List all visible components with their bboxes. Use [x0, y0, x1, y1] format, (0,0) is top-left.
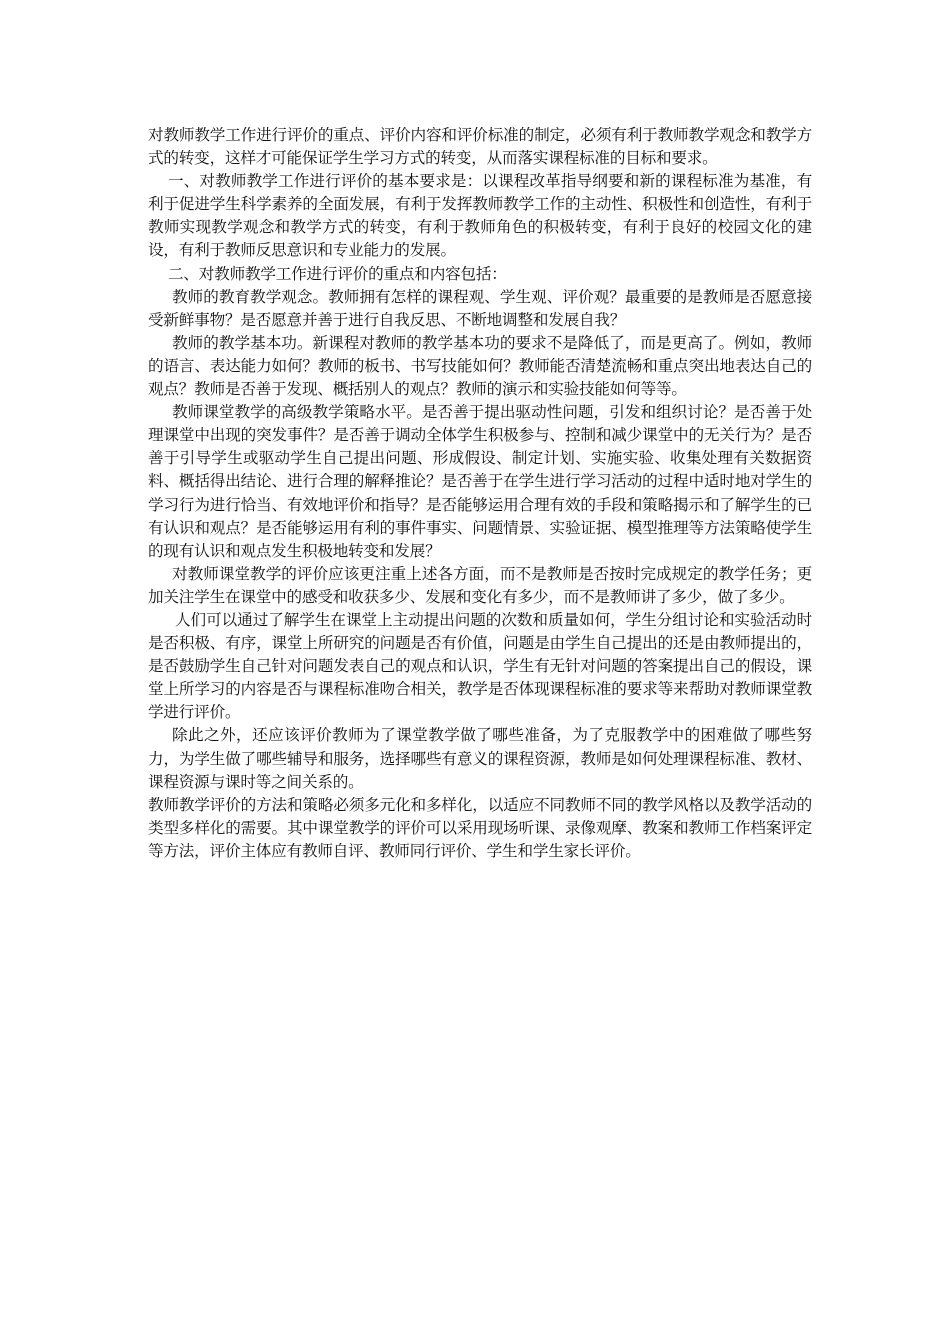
paragraph-intro: 对教师教学工作进行评价的重点、评价内容和评价标准的制定，必须有利于教师教学观念和教学方式的转变，这样才可能保证学生学习方式的转变，从而落实课程标准的目标和要求。 [148, 126, 812, 168]
paragraph-basic-requirements: 一、对教师教学工作进行评价的基本要求是：以课程改革指导纲要和新的课程标准为基准，有利于促进学生科学素养的全面发展，有利于发挥教师教学工作的主动性、积极性和创造性，有利于教师实现教学观念和教学方式的转变，有利于教师角色的积极转变，有利于良好的校园文化的建设，有利于教师反思意识和专业能力的发展。 [148, 172, 812, 260]
paragraph-methods: 教师教学评价的方法和策略必须多元化和多样化，以适应不同教师不同的教学风格以及教学活动的类型多样化的需要。其中课堂教学的评价可以采用现场听课、录像观摩、教案和教师工作档案评定等方法，评价主体应有教师自评、教师同行评价、学生和学生家长评价。 [148, 795, 812, 860]
paragraph-student-observation: 人们可以通过了解学生在课堂上主动提出问题的次数和质量如何，学生分组讨论和实验活动时是否积极、有序，课堂上所研究的问题是否有价值，问题是由学生自己提出的还是由教师提出的，是否鼓励学生自己针对问题发表自己的观点和认识，学生有无针对问题的答案提出自己的假设，课堂上所学习的内容是否与课程标准吻合相关，教学是否体现课程标准的要求等来帮助对教师课堂教学进行评价。 [148, 610, 812, 722]
paragraph-advanced-strategies: 教师课堂教学的高级教学策略水平。是否善于提出驱动性问题，引发和组织讨论？是否善于处理课堂中出现的突发事件？是否善于调动全体学生积极参与、控制和减少课堂中的无关行为？是否善于引导学生或驱动学生自己提出问题、形成假设、制定计划、实施实验、收集处理有关数据资料、概括得出结论、进行合理的解释推论？是否善于在学生进行学习活动的过程中适时地对学生的学习行为进行恰当、有效地评价和指导？是否能够运用合理有效的手段和策略揭示和了解学生的已有认识和观点？是否能够运用有利的事件事实、问题情景、实验证据、模型推理等方法策略使学生的现有认识和观点发生积极地转变和发展？ [148, 403, 812, 560]
paragraph-teaching-basics: 教师的教学基本功。新课程对教师的教学基本功的要求不是降低了，而是更高了。例如，教师的语言、表达能力如何？教师的板书、书写技能如何？教师能否清楚流畅和重点突出地表达自己的观点？教师是否善于发现、概括别人的观点？教师的演示和实验技能如何等等。 [148, 333, 812, 399]
paragraph-focus-heading: 二、对教师教学工作进行评价的重点和内容包括： [168, 264, 507, 283]
paragraph-teaching-concepts: 教师的教育教学观念。教师拥有怎样的课程观、学生观、评价观？最重要的是教师是否愿意接受新鲜事物？是否愿意并善于进行自我反思、不断地调整和发展自我？ [148, 287, 812, 329]
document-body [148, 124, 812, 863]
paragraph-evaluation-focus: 对教师课堂教学的评价应该更注重上述各方面，而不是教师是否按时完成规定的教学任务；更加关注学生在课堂中的感受和收获多少、发展和变化有多少，而不是教师讲了多少，做了多少。 [148, 564, 812, 606]
paragraph-preparation: 除此之外，还应该评价教师为了课堂教学做了哪些准备，为了克服教学中的困难做了哪些努力，为学生做了哪些辅导和服务，选择哪些有意义的课程资源，教师是如何处理课程标准、教材、课程资源与课时等之间关系的。 [148, 726, 812, 791]
